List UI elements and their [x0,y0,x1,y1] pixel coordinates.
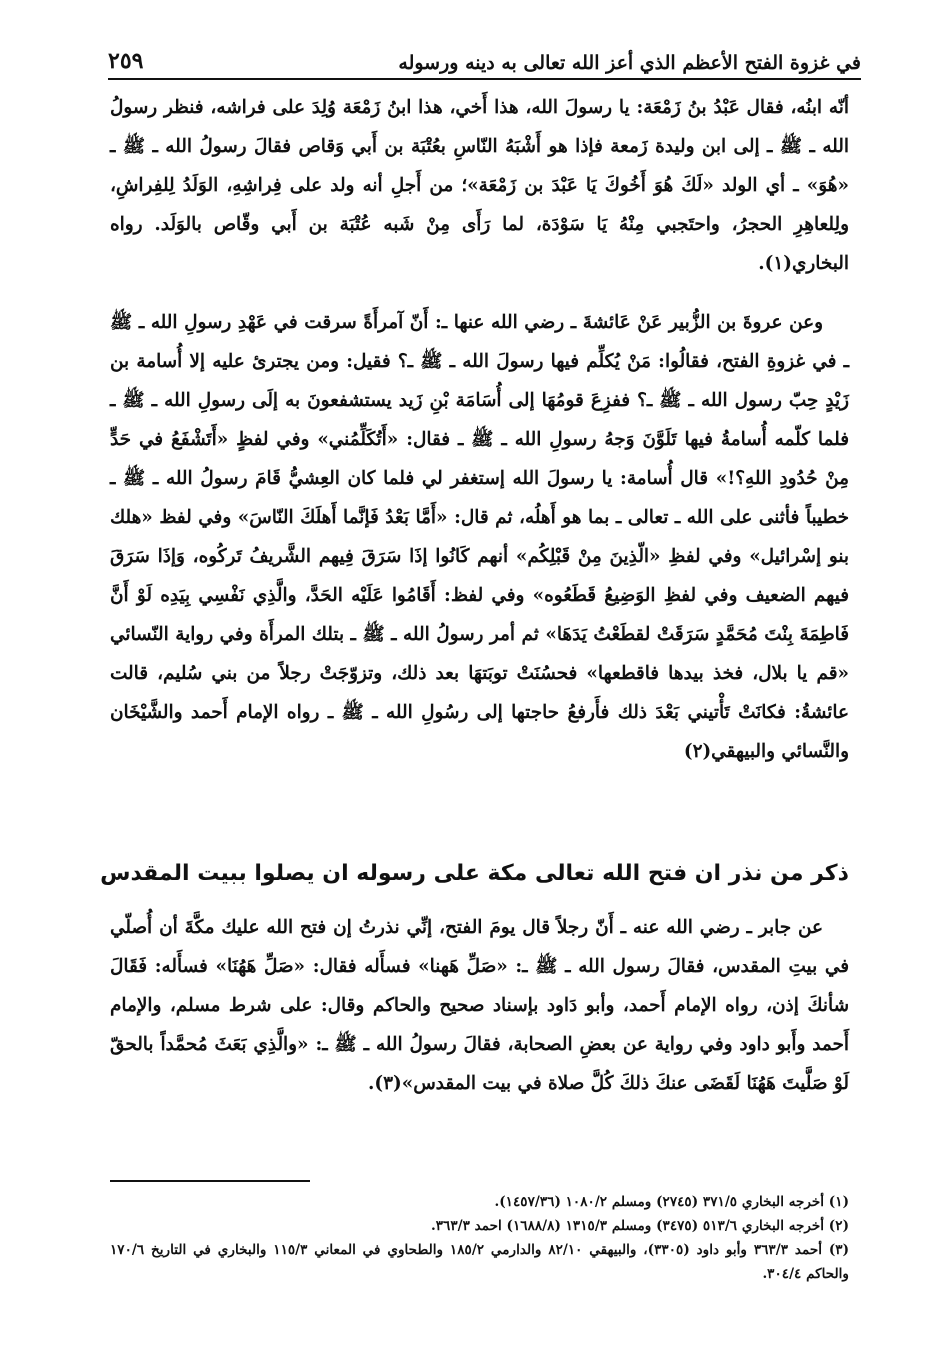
main-text [110,88,849,803]
paragraph-2: وعن عروةَ بن الزُّبير عَنْ عَائشةَ ـ رضي الله عنها ـ: أَنّ آمرأَةً سرقت في عَهْدِ رسولِ الله ـ ﷺ ـ في غزوةِ الفتح، فقالُوا: مَنْ يُكلِّم فيها رسولَ الله ـ ﷺ ـ؟ فقيل: ومن يجترئ عليه إلا أُسامة بن زَيْدٍ حِبّ رسول الله ـ ﷺ ـ؟ ففزِعَ قومُهَا إلى أُسَامَة بْنِ زَيد يستشفعونَ به إلَى رسولِ الله ـ ﷺ ـ فلما كلّمه أُسامةُ فيها تَلَوَّنَ وَجهُ رسولِ الله ـ ﷺ ـ فقال: «أَتُكَلِّمُني» وفي لفظٍ «أَتَشْفَعُ في حَدٍّ مِنْ حُدُودِ اللهِ؟!» قال أُسامة: يا رسولَ الله إستغفر لي فلما كان العِشيُّ قَامَ رسولُ الله ـ ﷺ ـ خطيباً فأثنى على الله ـ تعالى ـ بما هو أَهلُه، ثم قال: «أَمَّا بَعْدُ فَإنَّما أَهلَكَ النّاسَ» وفي لفظ «هلك بنو إسْرائيل» وفي لفظِ «الّذِينَ مِنْ قَبْلِكُم» أنهم كَانُوا إذَا سَرَقَ فِيهم الشَّريفُ تَركُوه، وَإذَا سَرَقَ فيهم الضعيف وفي لفظِ الوَضِيعُ قَطَعُوه» وفي لفظ: أَقَامُوا عَلَيْه الحَدَّ، والَّذِي نَفْسِي بِيَدِه لَوْ أَنَّ فَاطِمَةَ بِنْتَ مُحَمَّدٍ سَرَقَتْ لقطَعْتُ يَدَهَا» ثم أمر رسولُ الله ـ ﷺ ـ بتلك المرأَة وفي رواية النّسائي «قم يا بلال، فخذ بيدها فاقطعها» فحسُنَتْ توبَتهَا بعد ذلك، وتزوّجَتْ رجلاً من بني سُليم، قالت عائشةُ: فكانَتْ تَأْتيني بَعْدَ ذلك فأَرفعُ حاجتها إلى رسُولِ الله ـ ﷺ ـ رواه الإمام أَحمد والشَّيْخَان والنَّسائي والبيهقي(٢) [110,312,849,762]
footnotes-list [110,1190,849,1286]
running-title: في غزوة الفتح الأعظم الذي أعز الله تعالى به دينه ورسوله [398,52,861,74]
paragraph-3: عن جابر ـ رضي الله عنه ـ أَنّ رجلاً قال يومَ الفتح، إنِّي نذرتُ إن فتح الله عليك مكَّةَ أن أُصلّي في بيتِ المقدس، فقالَ رسول الله ـ ﷺ ـ: «صَلِّ هَهنا» فسأَله فقال: «صَلِّ هَهُنَا» فسأَله: فَقَالَ شأنكَ إذن، رواه الإمام أَحمد، وأبو دَاود بإسناد صحيح والحاكم وقال: على شرط مسلم، والإمام أَحمد وأَبو داود وفي رواية عن بعضِ الصحابة، فقالَ رسولُ الله ـ ﷺ ـ: «والَّذِي بَعَثَ مُحمَّداً بالحقّ لَوْ صَلَّيتَ هَهُنَا لَقَضَى عنكَ ذلكَ كُلَّ صلاة في بيت المقدس»(٣). [110,917,849,1094]
footnote-1: (١) أخرجه البخاري ٣٧١/٥ (٢٧٤٥) ومسلم ١٠٨٠/٢ (١٤٥٧/٣٦). [494,1194,849,1210]
footnote-3: (٣) أحمد ٣٦٣/٣ وأبو داود (٣٣٠٥)، والبيهقي ٨٢/١٠ والدارمي ١٨٥/٢ والطحاوي في المعاني ١١٥/٣ والبخاري في التاريخ ١٧٠/٦ والحاكم ٣٠٤/٤. [110,1242,849,1282]
paragraph-1: أنّه ابنُه، فقال عَبْدُ بنُ زَمْعَة: يا رسولَ الله، هذا أَخي، هذا ابنُ زَمْعَة وُلِدَ على فراشه، فنظر رسولُ الله ـ ﷺ ـ إلى ابن وليدة زَمعة فإذا هو أَشْبَهُ النّاسِ بعُتْبَة بن أَبي وَقاص فقالَ رسولُ الله ـ ﷺ ـ «هُوَ» ـ أي الولد «لَكَ هُوَ أَخُوكَ يَا عَبْدَ بن زَمْعَة»؛ من أَجلِ أنه ولد على فِراشِهِ، الوَلَدُ لِلفِراشِ، ولِلعاهِرِ الحجرُ، واحتَجبي مِنْهُ يَا سَوْدَة، لما رَأَى مِنْ شَبه عُتْبَة بن أَبي وقّاص بالوَلَد. رواه البخاري(١). [110,97,849,274]
footnote-2: (٢) أخرجه البخاري ٥١٣/٦ (٣٤٧٥) ومسلم ١٣١٥/٣ (١٦٨٨/٨) احمد ٣٦٣/٣. [430,1218,849,1234]
running-header [108,36,861,80]
section-heading: ذكر من نذر ان فتح الله تعالى مكة على رسوله ان يصلوا ببيت المقدس [100,861,849,886]
page-number: ٢٥٩ [108,48,144,74]
footnote-divider [110,1180,310,1182]
